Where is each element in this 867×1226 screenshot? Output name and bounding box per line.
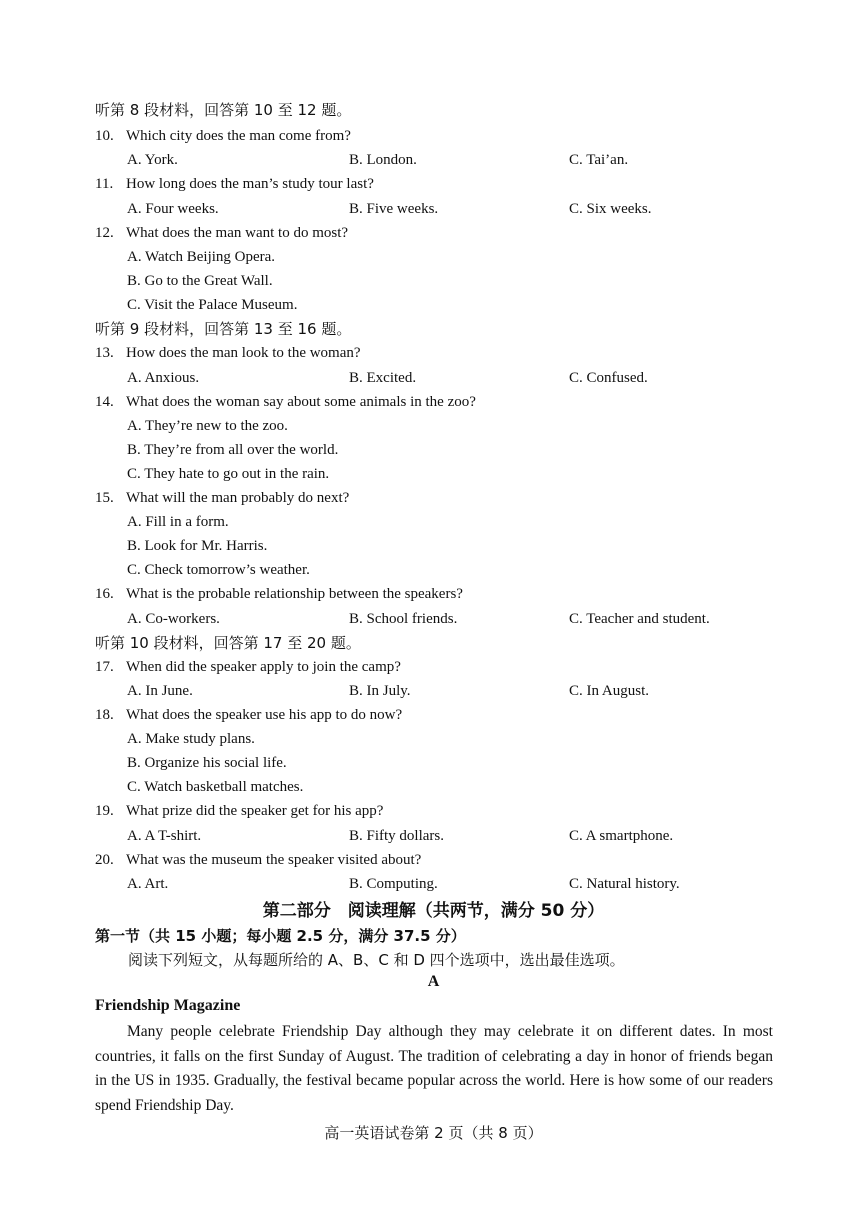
question-text: What will the man probably do next? [126,490,350,506]
question-16 [0,582,867,606]
option-a: A. Make study plans. [127,731,255,747]
question-number: 16. [95,586,114,602]
question-text: What prize did the speaker get for his app? [126,803,384,819]
option-c: C. Six weeks. [569,201,652,217]
question-12-option-c [0,293,867,317]
question-19 [0,799,867,823]
option-c: C. Watch basketball matches. [127,779,304,795]
question-number: 11. [95,176,114,192]
option-c: C. They hate to go out in the rain. [127,466,330,482]
passage-paragraph: Many people celebrate Friendship Day although they may celebrate it on different dates. In most countries, it falls on the first Sunday of August. The tradition of celebrating a day in honor of friends began in the US in 1935. Gradually, the festival became popular across the world. Here is how some of our readers spend Friendship Day. [95,1023,773,1114]
option-c: C. Confused. [569,370,648,386]
question-14-option-b [0,438,867,462]
question-15 [0,486,867,510]
section-one-title: 第一节（共 15 小题；每小题 2.5 分，满分 37.5 分） [95,927,466,945]
option-b: B. Go to the Great Wall. [127,273,273,289]
question-12-option-b [0,269,867,293]
question-text: Which city does the man come from? [126,128,351,144]
question-number: 12. [95,225,114,241]
question-13-options [0,366,867,390]
option-a: A. Four weeks. [127,201,219,217]
question-17-options [0,679,867,703]
option-b: B. Five weeks. [349,201,439,217]
question-20 [0,848,867,872]
question-19-options [0,824,867,848]
question-14-option-a [0,414,867,438]
question-20-options [0,872,867,896]
question-10-options [0,148,867,172]
question-16-options [0,607,867,631]
option-a: A. Watch Beijing Opera. [127,249,276,265]
question-15-option-a [0,510,867,534]
option-a: A. A T-shirt. [127,828,202,844]
reading-instruction: 阅读下列短文，从每题所给的 A、B、C 和 D 四个选项中，选出最佳选项。 [128,951,625,969]
option-b: B. Computing. [349,876,438,892]
option-c: C. Visit the Palace Museum. [127,297,298,313]
option-a: A. They’re new to the zoo. [127,418,288,434]
question-number: 15. [95,490,114,506]
option-b: B. Excited. [349,370,417,386]
option-c: C. Natural history. [569,876,680,892]
option-b: B. Fifty dollars. [349,828,445,844]
question-text: What does the man want to do most? [126,225,349,241]
option-a: A. In June. [127,683,193,699]
option-a: A. Art. [127,876,169,892]
listening-header-9 [0,317,867,341]
option-b: B. In July. [349,683,411,699]
part-two-title: 第二部分 阅读理解（共两节，满分 50 分） [262,901,605,921]
question-10 [0,124,867,148]
question-18-option-a [0,727,867,751]
question-17 [0,655,867,679]
option-a: A. Anxious. [127,370,200,386]
option-c: C. Tai’an. [569,152,629,168]
question-13 [0,341,867,365]
option-b: B. Look for Mr. Harris. [127,538,268,554]
question-text: What does the speaker use his app to do now? [126,707,403,723]
question-text: What does the woman say about some animals in the zoo? [126,394,476,410]
question-15-option-b [0,534,867,558]
option-a: A. Fill in a form. [127,514,229,530]
question-number: 19. [95,803,114,819]
question-11-options [0,197,867,221]
question-18 [0,703,867,727]
question-14-option-c [0,462,867,486]
option-a: A. York. [127,152,178,168]
question-number: 17. [95,659,114,675]
question-number: 13. [95,345,114,361]
passage-letter: A [427,973,440,990]
question-text: When did the speaker apply to join the camp? [126,659,401,675]
question-number: 18. [95,707,114,723]
option-c: C. Teacher and student. [569,611,710,627]
header-text: 听第 9 段材料，回答第 13 至 16 题。 [95,320,352,338]
question-12-option-a [0,245,867,269]
question-number: 10. [95,128,114,144]
option-a: A. Co-workers. [127,611,220,627]
question-text: How does the man look to the woman? [126,345,361,361]
option-c: C. A smartphone. [569,828,674,844]
question-number: 14. [95,394,114,410]
option-b: B. They’re from all over the world. [127,442,339,458]
question-12 [0,221,867,245]
listening-header-10 [0,631,867,655]
header-text: 听第 10 段材料，回答第 17 至 20 题。 [95,634,361,652]
option-c: C. Check tomorrow’s weather. [127,562,310,578]
option-b: B. School friends. [349,611,458,627]
option-c: C. In August. [569,683,650,699]
question-text: What is the probable relationship between the speakers? [126,586,463,602]
question-15-option-c [0,558,867,582]
header-text: 听第 8 段材料，回答第 10 至 12 题。 [95,101,352,119]
question-18-option-c [0,775,867,799]
question-18-option-b [0,751,867,775]
question-text: How long does the man’s study tour last? [126,176,374,192]
question-text: What was the museum the speaker visited about? [126,852,422,868]
question-14 [0,390,867,414]
question-11 [0,172,867,196]
passage-title: Friendship Magazine [95,997,241,1014]
option-b: B. Organize his social life. [127,755,287,771]
page-footer: 高一英语试卷第 2 页（共 8 页） [324,1124,543,1142]
option-b: B. London. [349,152,417,168]
listening-header-8 [0,98,867,122]
question-number: 20. [95,852,114,868]
